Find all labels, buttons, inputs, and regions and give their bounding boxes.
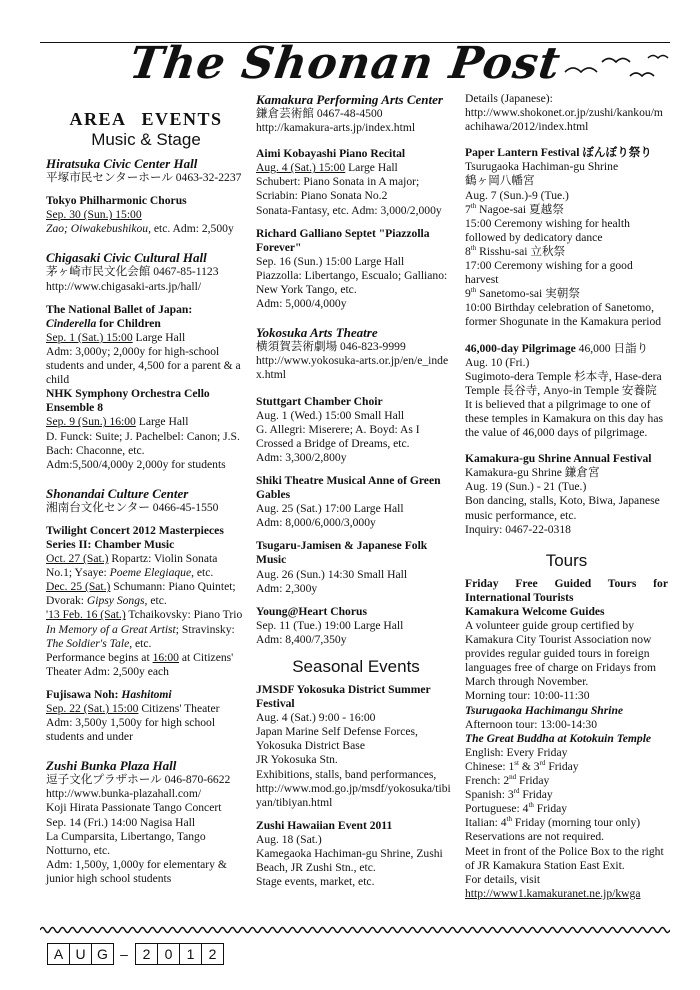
date-cell: U [69,943,92,965]
venue-zushi: Zushi Bunka Plaza Hall [46,758,177,774]
event-date-2: Dec. 25 (Sat.) Schumann: Piano Quintet; Dvorak: Gipsy Songs, etc. [46,580,236,608]
event-program: D. Funck: Suite; J. Pachelbel: Canon; J.S. Bach: Chaconne, etc. [46,429,240,457]
event-title: Kamakura-gu Shrine Annual Festival [465,452,652,466]
details-url[interactable]: http://www.shokonet.or.jp/zushi/kankou/machihawa/2012/index.html [465,106,663,134]
column-right [465,92,668,901]
tours-morning-site: Tsurugaoka Hachimangu Shrine [465,703,624,717]
event-desc: It is believed that a pilgrimage to one of these temples in Kamakura on this day has the value of 46,000 days of pilgrimage. [465,397,664,440]
event-day-9: 9th Sanetomo-sai 実朝祭 [465,286,580,301]
event-title: Stuttgart Chamber Choir [256,394,383,408]
lang-italian: Italian: 4th Friday (morning tour only) [465,815,641,830]
event-title: NHK Symphony Orchestra Cello Ensemble 8 [46,387,210,415]
event-title: 46,000-day Pilgrimage 46,000 日詣り [465,341,649,355]
date-cell: 1 [179,943,202,965]
event-program: Zao; Oiwakebushikou, etc. Adm: 2,500y [46,222,234,236]
venue-jp-phone: 湘南台文化センター 0466-45-1550 [46,500,219,514]
event-program: Schubert: Piano Sonata in A major; [256,175,420,189]
venue-jp-phone: 鎌倉芸術館 0467-48-4500 [256,107,383,120]
tours-afternoon: Afternoon tour: 13:00-14:30 [465,717,598,731]
event-title: JMSDF Yokosuka District Summer Festival [256,683,431,711]
venue-jp-phone: 逗子文化プラザホール 046-870-6622 [46,773,231,787]
tours-afternoon-site: The Great Buddha at Kotokuin Temple [465,731,652,745]
event-admission: Adm: 3,500y 1,500y for high school students and under [46,716,216,744]
event-program: Exhibitions, stalls, band performances, [256,767,437,781]
event-admission: Adm: 8,400/7,350y [256,632,347,646]
event-date: Aug. 4 (Sat.) 15:00 Large Hall [256,161,398,175]
event-location-jp: 鶴ヶ岡八幡宮 [465,174,535,188]
event-title: Tokyo Philharmonic Chorus [46,194,187,208]
event-title: Richard Galliano Septet "Piazzolla Forever" [256,226,430,254]
music-stage-heading: Music & Stage [91,130,201,150]
event-date: Aug. 18 (Sat.) [256,832,322,846]
event-admission: Adm: 3,000y; 2,000y for high-school students and under, 4,500 for a parent & a child [46,344,241,387]
lang-english: English: Every Friday [465,745,568,759]
event-date: Aug. 10 (Fri.) [465,355,530,369]
event-admission: Sonata-Fantasy, etc. Adm: 3,000/2,000y [256,203,442,217]
lang-french: French: 2nd Friday [465,773,550,788]
tours-reservations: Reservations are not required. [465,830,605,844]
venue-url[interactable]: http://kamakura-arts.jp/index.html [256,121,416,135]
venue-jp-phone: 横須賀芸術劇場 046-823-9999 [256,340,406,354]
event-date: Sep. 22 (Sat.) 15:00 Citizens' Theater [46,702,220,715]
event-admission: Adm: 2,300y [256,581,318,595]
event-program: G. Allegri: Miserere; A. Boyd: As I Crossed a Bridge of Dreams, etc. [256,422,420,450]
issue-date [47,943,223,965]
tours-url[interactable]: http://www1.kamakuranet.ne.jp/kwga [465,886,641,900]
date-cell: G [91,943,114,965]
event-location: Sugimoto-dera Temple 杉本寺, Hase-dera Temple 長谷寺, Anyo-in Temple 安養院 [465,369,662,397]
event-date: Aug. 1 (Wed.) 15:00 Small Hall [256,408,405,422]
venue-url[interactable]: http://www.chigasaki-arts.jp/hall/ [46,279,202,293]
event-date: Aug. 7 (Sun.)-9 (Tue.) [465,188,569,202]
date-cell: A [47,943,70,965]
event-title: Koji Hirata Passionate Tango Concert [46,801,222,815]
venue-url[interactable]: http://www.bunka-plazahall.com/ [46,787,202,801]
event-date: Aug. 25 (Sat.) 17:00 Large Hall [256,502,404,516]
venue-chigasaki: Chigasaki Civic Cultural Hall [46,250,207,266]
event-date-1: Oct. 27 (Sat.) Ropartz: Violin Sonata No.1; Ysaye: Poeme Elegiaque, etc. [46,552,218,580]
event-date-3: '13 Feb. 16 (Sat.) Tchaikovsky: Piano Trio In Memory of a Great Artist; Stravinsky: The Soldier's Tale, etc. [46,608,243,650]
event-title: Fujisawa Noh: Hashitomi [46,687,172,701]
venue-kamakura: Kamakura Performing Arts Center [256,92,443,107]
venue-yokosuka: Yokosuka Arts Theatre [256,325,378,341]
event-date: Aug. 4 (Sat.) 9:00 - 16:00 [256,711,376,725]
event-url[interactable]: http://www.mod.go.jp/msdf/yokosuka/tibiyan/tibiyan.html [256,781,451,809]
event-date: Aug. 26 (Sun.) 14:30 Small Hall [256,567,408,581]
event-title: The National Ballet of Japan: Cinderella for Children [46,302,193,330]
event-admission: Adm:5,500/4,000y 2,000y for students [46,457,226,471]
event-title: Young@Heart Chorus [256,604,367,618]
event-date: Sep. 16 (Sun.) 15:00 Large Hall [256,254,405,268]
event-day-8-desc: 17:00 Ceremony wishing for a good harvest [465,259,633,287]
event-title: Paper Lantern Festival ぼんぼり祭り [465,146,652,160]
event-admission: Adm: 1,500y, 1,000y for elementary & junior high school students [46,857,227,885]
date-dash: – [120,946,128,962]
lang-portuguese: Portuguese: 4th Friday [465,801,568,816]
date-cell: 2 [135,943,158,965]
area-events-heading: AREA EVENTS [69,109,223,129]
event-date: Sep. 11 (Tue.) 19:00 Large Hall [256,618,404,632]
event-station: JR Yokosuka Stn. [256,753,338,767]
event-day-8: 8th Risshu-sai 立秋祭 [465,244,566,258]
event-program: Piazzolla: Libertango, Escualo; Galliano: New York Tango, etc. [256,268,448,297]
event-location: Kamakura-gu Shrine 鎌倉宮 [465,466,600,480]
date-cell: 0 [157,943,180,965]
event-admission: Adm: 3,300/2,800y [256,450,347,464]
page-title: The Shonan Post [126,38,564,89]
venue-jp-phone: 茅ヶ崎市民文化会館 0467-85-1123 [46,265,219,279]
event-title: Zushi Hawaiian Event 2011 [256,818,393,832]
tours-meeting: Meet in front of the Police Box to the right of JR Kamakura Station East Exit. [465,844,664,872]
event-day-7: 7th Nagoe-sai 夏越祭 [465,201,564,216]
event-day-9-desc: 10:00 Birthday celebration of Sanetomo, former Shogunate in the Kamakura period [465,301,662,329]
venue-url[interactable]: http://www.yokosuka-arts.or.jp/en/e_index.html [256,354,449,382]
tours-subtitle: Kamakura Welcome Guides [465,604,605,618]
event-title: Shiki Theatre Musical Anne of Green Gables [256,473,441,502]
event-date: Sep. 14 (Fri.) 14:00 Nagisa Hall [46,815,196,829]
event-title: Twilight Concert 2012 Masterpieces Series II: Chamber Music [46,523,224,551]
venue-hiratsuka: Hiratsuka Civic Center Hall [46,156,198,172]
event-day-7-desc: 15:00 Ceremony wishing for health followed by dedicatory dance [465,216,630,244]
birds-icon [560,50,670,90]
event-location: Japan Marine Self Defense Forces, Yokosuka District Base [256,725,418,753]
details-label: Details (Japanese): [465,92,553,105]
event-admission: Adm: 8,000/6,000/3,000y [256,516,376,530]
column-left [46,92,246,886]
seasonal-events-heading: Seasonal Events [292,657,420,676]
lang-spanish: Spanish: 3rd Friday [465,787,553,802]
event-location: Tsurugaoka Hachiman-gu Shrine [465,160,619,174]
event-location: Kamegaoka Hachiman-gu Shrine, Zushi Beach, JR Zushi Stn., etc. [256,847,443,875]
event-program: Scriabin: Piano Sonata No.2 [256,189,388,203]
event-title: Aimi Kobayashi Piano Recital [256,147,406,161]
lang-chinese: Chinese: 1st & 3rd Friday [465,759,579,773]
event-performance: Performance begins at 16:00 at Citizens' Theater Adm: 2,500y each [46,650,234,678]
column-middle [256,92,456,889]
venue-shonandai: Shonandai Culture Center [46,485,189,501]
event-inquiry: Inquiry: 0467-22-0318 [465,522,571,536]
event-program: Bon dancing, stalls, Koto, Biwa, Japanese music performance, etc. [465,494,660,522]
tours-title: Friday Free Guided Tours for International Tourists [465,576,668,604]
event-date: Sep. 30 (Sun.) 15:00 [46,208,142,222]
event-program: Stage events, market, etc. [256,875,375,889]
date-cell: 2 [201,943,224,965]
event-date: Sep. 1 (Sat.) 15:00 Large Hall [46,330,186,344]
event-program: La Cumparsita, Libertango, Tango Notturno, etc. [46,829,206,857]
event-admission: Adm: 5,000/4,000y [256,297,347,311]
tours-desc: A volunteer guide group certified by Kamakura City Tourist Association now provides regular guided tours in foreign languages free of charge on Fridays from March through November. [465,619,657,689]
tours-morning: Morning tour: 10:00-11:30 [465,689,590,703]
venue-jp-phone: 平塚市民センターホール 0463-32-2237 [46,171,242,185]
event-title: Tsugaru-Jamisen & Japanese Folk Music [256,539,428,567]
event-date: Aug. 19 (Sun.) - 21 (Tue.) [465,480,587,494]
event-date: Sep. 9 (Sun.) 16:00 Large Hall [46,415,189,429]
tours-details: For details, visit [465,872,541,886]
wave-divider [40,924,670,936]
tours-heading: Tours [545,550,588,570]
